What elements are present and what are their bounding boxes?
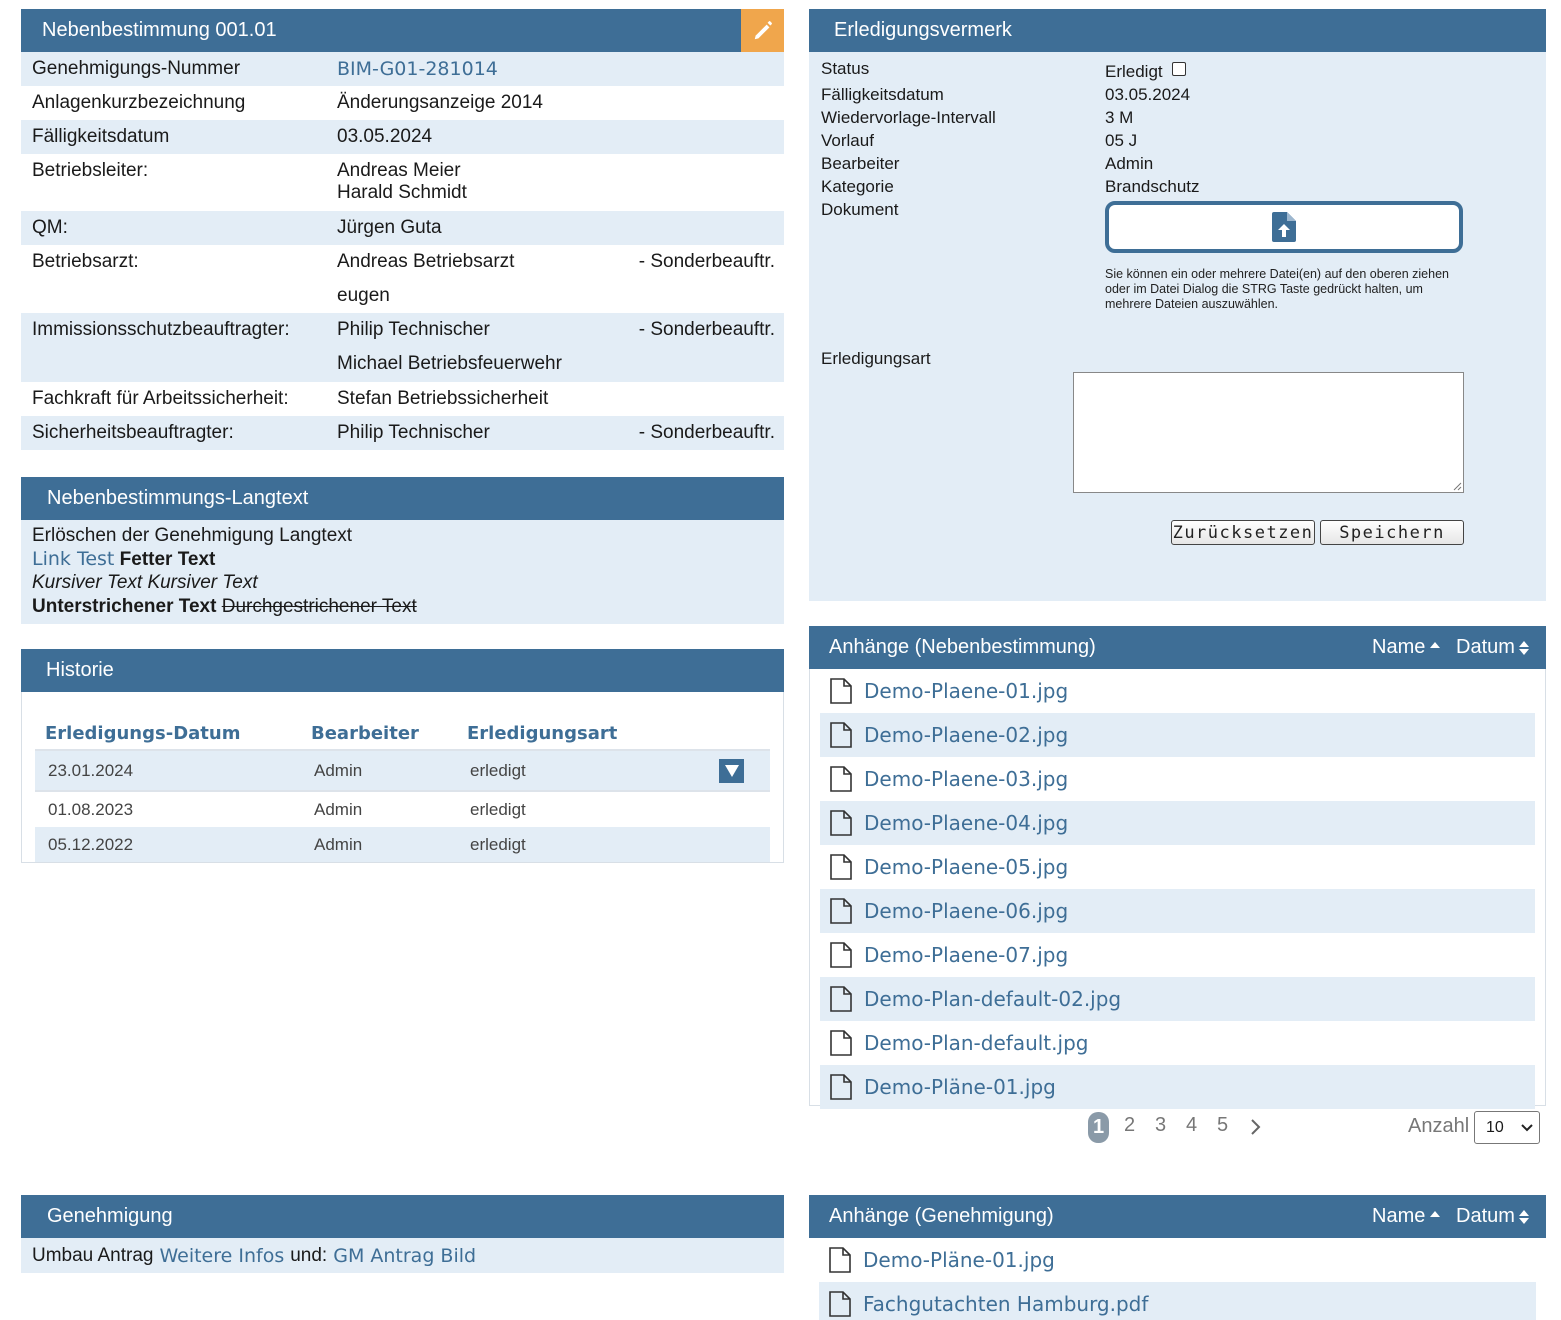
detail-row-qm	[21, 211, 784, 245]
detail-value: Stefan Betriebssicherheit	[337, 388, 549, 409]
file-link[interactable]: Demo-Plaene-01.jpg	[864, 679, 1069, 703]
row-date: 01.08.2023	[48, 799, 134, 819]
detail-label: Sicherheitsbeauftragter:	[32, 422, 234, 443]
sort-datum-label: Datum	[1456, 636, 1515, 658]
file-link[interactable]: Demo-Plaene-07.jpg	[864, 943, 1069, 967]
column-header-erledigungsart[interactable]: Erledigungsart	[467, 722, 618, 744]
anzahl-select[interactable]	[1474, 1111, 1540, 1144]
person-name: Michael Betriebsfeuerwehr	[337, 353, 562, 374]
erledigungsart-label: Erledigungsart	[821, 349, 931, 368]
file-link[interactable]: Demo-Plaene-04.jpg	[864, 811, 1069, 835]
sort-both-icon	[1518, 1208, 1530, 1226]
page-2-button[interactable]: 2	[1124, 1114, 1136, 1136]
sort-up-icon	[1429, 640, 1441, 656]
historie-row[interactable]	[35, 827, 770, 862]
row-user: Admin	[314, 799, 363, 819]
anzahl-label: Anzahl	[1408, 1115, 1470, 1137]
expand-button[interactable]	[719, 759, 744, 783]
anhaenge-genehmigung-panel	[809, 1195, 1546, 1320]
file-icon	[829, 1247, 851, 1273]
anhaenge-gen-header	[809, 1195, 1546, 1238]
sonderbeauftragter-label: - Sonderbeauftr.	[638, 251, 775, 272]
detail-label: Fachkraft für Arbeitssicherheit:	[32, 388, 289, 409]
file-upload-dropzone[interactable]	[1105, 201, 1463, 253]
file-link[interactable]: Demo-Plan-default.jpg	[864, 1031, 1089, 1055]
chevron-right-icon	[1250, 1118, 1262, 1136]
nebenbestimmung-header	[21, 9, 784, 52]
file-icon	[830, 766, 852, 792]
file-link[interactable]: Demo-Pläne-01.jpg	[863, 1248, 1055, 1272]
historie-panel	[21, 649, 784, 863]
anhaenge-gen-list	[809, 1238, 1546, 1320]
upload-hint: Sie können ein oder mehrere Datei(en) auf den oberen ziehen oder im Datei Dialog die STRG Taste gedrückt halten, um mehrere Dateien auszuwählen.	[1105, 267, 1449, 311]
detail-value: Jürgen Guta	[337, 217, 442, 238]
langtext-title: Nebenbestimmungs-Langtext	[47, 487, 309, 509]
langtext-line: Erlöschen der Genehmigung Langtext	[32, 525, 353, 546]
sonderbeauftragter-label: - Sonderbeauftr.	[638, 422, 775, 443]
reset-button[interactable]: Zurücksetzen	[1171, 520, 1315, 545]
langtext-header	[21, 477, 784, 520]
row-user: Admin	[314, 834, 363, 854]
bearbeiter-value: Admin	[1105, 154, 1154, 173]
italic-text: Kursiver Text Kursiver Text	[32, 572, 258, 593]
detail-value: Änderungsanzeige 2014	[337, 92, 544, 113]
detail-value: Philip Technischer	[337, 422, 490, 443]
file-item[interactable]	[820, 977, 1535, 1021]
gm-antrag-bild-link[interactable]: GM Antrag Bild	[333, 1244, 477, 1267]
file-item[interactable]	[820, 1021, 1535, 1065]
file-item[interactable]	[820, 845, 1535, 889]
langtext-line	[32, 548, 773, 572]
detail-label: Betriebsleiter:	[32, 160, 149, 181]
chevron-down-icon	[1521, 1124, 1533, 1132]
underlined-text: Unterstrichener Text	[32, 595, 217, 617]
erledigungsart-textarea[interactable]	[1073, 372, 1464, 493]
intervall-value: 3 M	[1105, 108, 1134, 127]
detail-label: Fälligkeitsdatum	[32, 126, 170, 147]
file-icon	[830, 1074, 852, 1100]
detail-label: Betriebsarzt:	[32, 251, 139, 272]
langtext-panel	[21, 477, 784, 624]
detail-value	[337, 160, 632, 211]
historie-header	[21, 649, 784, 692]
sort-name-label: Name	[1372, 1205, 1426, 1227]
genehmigung-text: und:	[290, 1244, 328, 1266]
erledigt-label: Erledigt	[1105, 62, 1163, 81]
file-link[interactable]: Demo-Plaene-05.jpg	[864, 855, 1069, 879]
file-item[interactable]	[819, 1282, 1536, 1320]
file-item[interactable]	[819, 1238, 1536, 1282]
person-name: Andreas Meier	[337, 160, 461, 181]
intervall-label: Wiedervorlage-Intervall	[821, 108, 996, 127]
sort-both-icon	[1518, 639, 1530, 657]
column-header-datum[interactable]: Erledigungs-Datum	[45, 722, 241, 744]
kategorie-label: Kategorie	[821, 177, 894, 196]
erledigt-checkbox[interactable]	[1172, 62, 1186, 76]
anhaenge-nebenbestimmung-panel	[809, 626, 1546, 1106]
nebenbestimmung-title: Nebenbestimmung 001.01	[42, 19, 277, 41]
anhaenge-nb-title: Anhänge (Nebenbestimmung)	[829, 636, 1096, 658]
page-4-button[interactable]: 4	[1186, 1114, 1198, 1136]
langtext-link[interactable]: Link Test	[32, 547, 115, 570]
file-item[interactable]	[820, 933, 1535, 977]
detail-label: Anlagenkurzbezeichnung	[32, 92, 246, 113]
file-item[interactable]	[820, 757, 1535, 801]
file-link[interactable]: Demo-Plaene-02.jpg	[864, 723, 1069, 747]
sort-by-name-button[interactable]	[1372, 626, 1441, 669]
sort-name-label: Name	[1372, 636, 1426, 658]
nebenbestimmung-panel	[21, 9, 784, 450]
person-name: Harald Schmidt	[337, 182, 467, 203]
file-icon	[830, 942, 852, 968]
strikethrough-text: Durchgestrichener Text	[221, 595, 417, 617]
file-link[interactable]: Demo-Plaene-03.jpg	[864, 767, 1069, 791]
dokument-label: Dokument	[821, 200, 899, 219]
anhaenge-gen-title: Anhänge (Genehmigung)	[829, 1205, 1054, 1227]
genehmigung-body	[21, 1238, 784, 1273]
next-page-button[interactable]	[1250, 1118, 1262, 1142]
anzahl-value: 10	[1486, 1118, 1504, 1136]
file-item[interactable]	[820, 669, 1535, 713]
row-user: Admin	[314, 760, 363, 780]
save-button[interactable]: Speichern	[1320, 520, 1464, 545]
file-item[interactable]	[820, 801, 1535, 845]
row-art: erledigt	[470, 799, 526, 819]
row-date: 05.12.2022	[48, 834, 134, 854]
file-icon	[830, 898, 852, 924]
person-name: eugen	[337, 285, 390, 306]
edit-button[interactable]	[741, 9, 784, 52]
detail-row-betriebsarzt	[21, 245, 784, 313]
pencil-icon	[752, 20, 774, 42]
person-name: Andreas Betriebsarzt	[337, 251, 515, 272]
genehmigung-text: Umbau Antrag	[32, 1244, 154, 1266]
row-date: 23.01.2024	[48, 760, 134, 780]
file-icon	[830, 678, 852, 704]
langtext-line	[32, 595, 773, 619]
vorlauf-label: Vorlauf	[821, 131, 874, 150]
historie-title: Historie	[46, 659, 114, 681]
weitere-infos-link[interactable]: Weitere Infos	[159, 1244, 285, 1267]
file-link[interactable]: Demo-Plaene-06.jpg	[864, 899, 1069, 923]
file-icon	[829, 1291, 851, 1317]
column-header-bearbeiter[interactable]: Bearbeiter	[311, 722, 419, 744]
file-icon	[830, 722, 852, 748]
detail-row-immissionsschutz	[21, 313, 784, 382]
vorlauf-value: 05 J	[1105, 131, 1138, 150]
historie-row[interactable]	[35, 792, 770, 827]
person-name: Philip Technischer	[337, 319, 490, 340]
detail-label: Genehmigungs-Nummer	[32, 58, 241, 79]
file-link[interactable]: Demo-Pläne-01.jpg	[864, 1075, 1056, 1099]
sonderbeauftragter-label: - Sonderbeauftr.	[638, 319, 775, 340]
sort-by-datum-button[interactable]	[1456, 626, 1530, 669]
anhaenge-nb-header	[809, 626, 1546, 669]
status-label: Status	[821, 59, 870, 78]
detail-value	[337, 245, 632, 313]
file-icon	[830, 810, 852, 836]
erledigungsvermerk-panel	[809, 9, 1546, 601]
detail-label: Immissionsschutzbeauftragter:	[32, 319, 290, 340]
status-value	[1105, 62, 1186, 82]
genehmigung-title: Genehmigung	[47, 1205, 173, 1227]
triangle-down-icon	[725, 765, 739, 777]
langtext-body	[21, 520, 784, 624]
bold-text: Fetter Text	[119, 548, 216, 570]
detail-row-faelligkeitsdatum	[21, 120, 784, 154]
row-art: erledigt	[470, 760, 526, 780]
genehmigung-panel	[21, 1195, 784, 1273]
faelligkeitsdatum-value: 03.05.2024	[1105, 85, 1191, 104]
detail-value	[337, 313, 632, 382]
file-item[interactable]	[820, 1065, 1535, 1109]
file-upload-icon	[1272, 212, 1296, 242]
faelligkeitsdatum-label: Fälligkeitsdatum	[821, 85, 944, 104]
detail-row-anlagenkurzbezeichnung	[21, 86, 784, 120]
sort-by-name-button[interactable]	[1372, 1195, 1441, 1238]
file-icon	[830, 854, 852, 880]
genehmigung-header	[21, 1195, 784, 1238]
bearbeiter-label: Bearbeiter	[821, 154, 900, 173]
file-link[interactable]: Demo-Plan-default-02.jpg	[864, 987, 1122, 1011]
sort-by-datum-button[interactable]	[1456, 1195, 1530, 1238]
detail-row-sicherheitsbeauftragter	[21, 416, 784, 450]
sort-datum-label: Datum	[1456, 1205, 1515, 1227]
detail-label: QM:	[32, 217, 68, 238]
row-art: erledigt	[470, 834, 526, 854]
file-item[interactable]	[820, 713, 1535, 757]
file-link[interactable]: Fachgutachten Hamburg.pdf	[863, 1292, 1149, 1316]
anhaenge-nb-list	[809, 669, 1546, 1106]
page-5-button[interactable]: 5	[1217, 1114, 1229, 1136]
file-icon	[830, 1030, 852, 1056]
erledigungsvermerk-header	[809, 9, 1546, 52]
sort-up-icon	[1429, 1209, 1441, 1225]
file-icon	[830, 986, 852, 1012]
resize-handle-icon[interactable]	[1453, 482, 1462, 491]
page-3-button[interactable]: 3	[1155, 1114, 1167, 1136]
historie-table-header	[35, 717, 770, 751]
kategorie-value: Brandschutz	[1105, 177, 1200, 196]
detail-row-betriebsleiter	[21, 154, 784, 211]
file-item[interactable]	[820, 889, 1535, 933]
detail-row-genehmigungsnummer	[21, 52, 784, 86]
detail-row-fachkraft	[21, 382, 784, 416]
page-1-button[interactable]: 1	[1088, 1112, 1109, 1143]
genehmigungs-nummer-link[interactable]: BIM-G01-281014	[337, 58, 498, 80]
detail-value: 03.05.2024	[337, 126, 433, 147]
historie-row[interactable]	[35, 751, 770, 792]
erledigungsvermerk-title: Erledigungsvermerk	[834, 19, 1012, 41]
